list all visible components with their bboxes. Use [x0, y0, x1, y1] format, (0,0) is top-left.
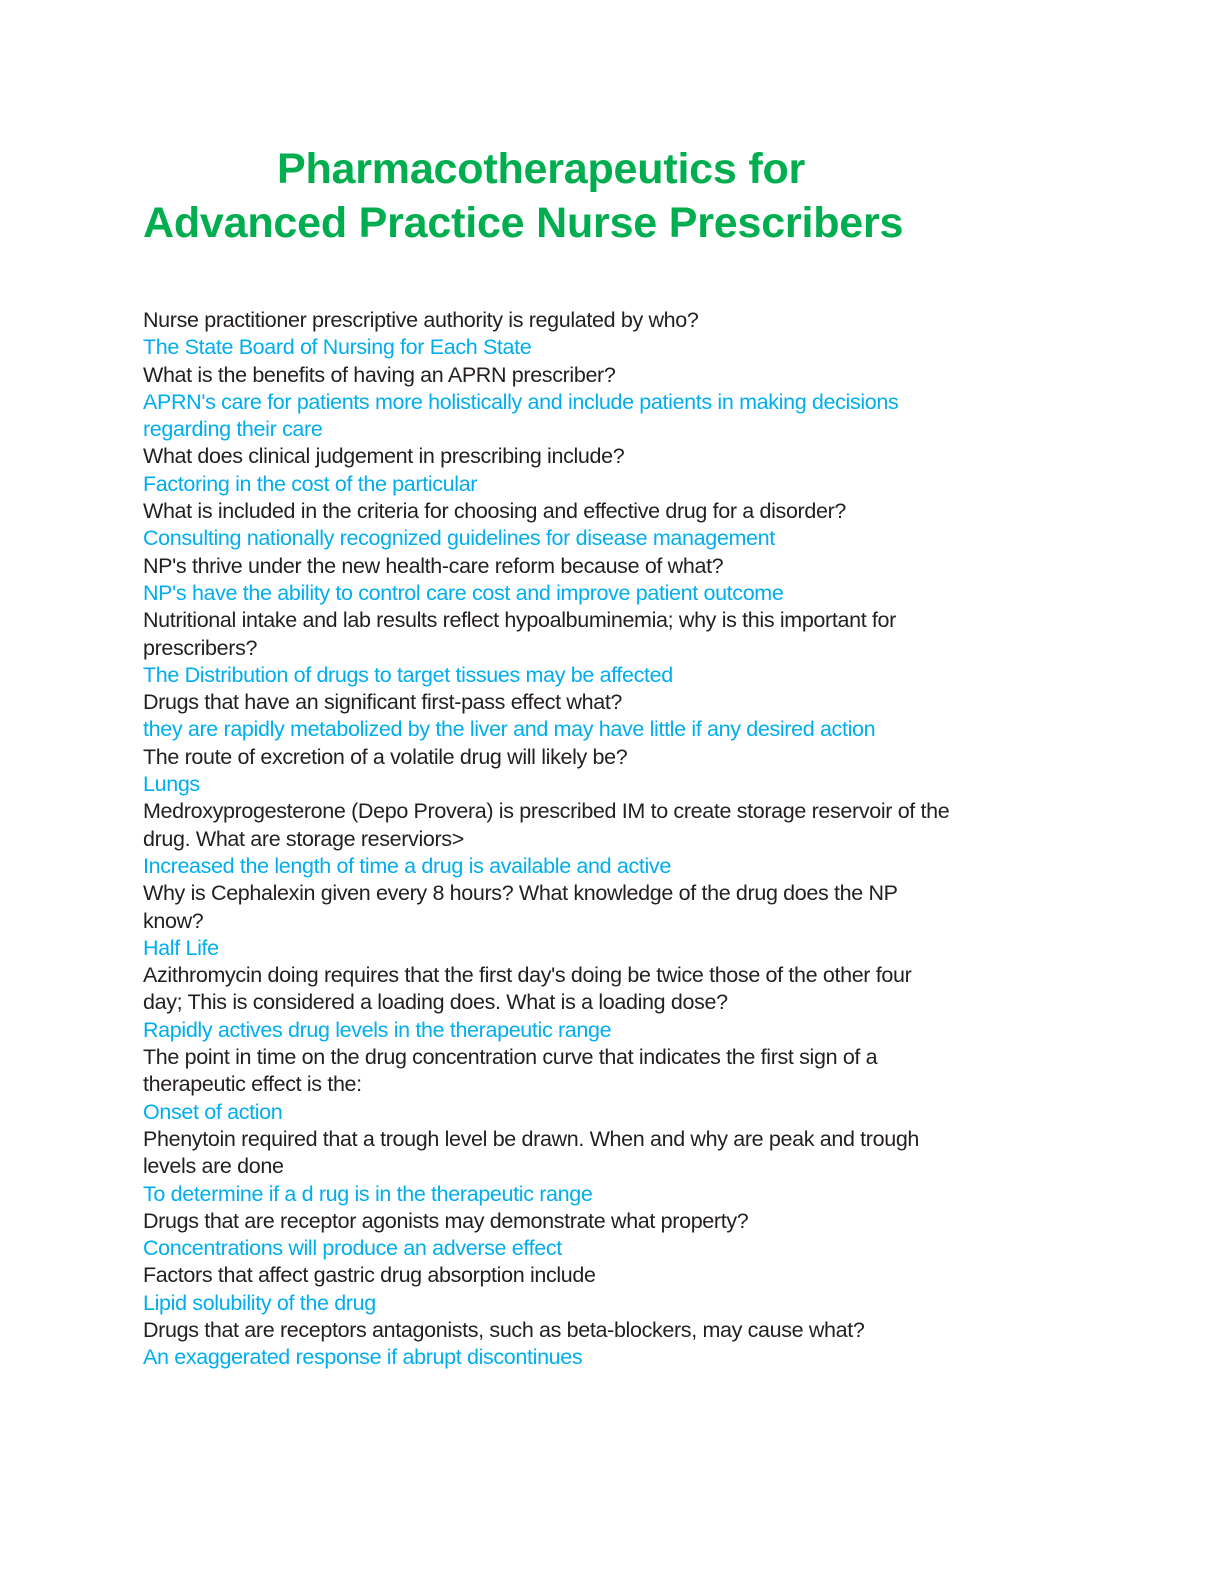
- answer-text: Concentrations will produce an adverse effect: [143, 1236, 562, 1261]
- question-text: drug. What are storage reserviors>: [143, 826, 464, 851]
- qa-list: [143, 307, 949, 1372]
- qa-item: [143, 744, 949, 799]
- question-text: Drugs that are receptors antagonists, such as beta-blockers, may cause what?: [143, 1317, 865, 1342]
- qa-item: [143, 1126, 949, 1208]
- qa-item: [143, 1317, 949, 1372]
- question-text: What is included in the criteria for choosing and effective drug for a disorder?: [143, 499, 847, 524]
- answer-text: they are rapidly metabolized by the liver and may have little if any desired action: [143, 717, 876, 742]
- document-title: [143, 142, 903, 250]
- answer-text: Onset of action: [143, 1099, 283, 1124]
- question-text: Nutritional intake and lab results reflect hypoalbuminemia; why is this important for: [143, 608, 896, 633]
- qa-item: [143, 1044, 949, 1126]
- qa-item: [143, 689, 949, 744]
- qa-item: [143, 307, 949, 362]
- answer-text: Rapidly actives drug levels in the therapeutic range: [143, 1017, 612, 1042]
- qa-item: [143, 362, 949, 444]
- question-text: Phenytoin required that a trough level be drawn. When and why are peak and trough: [143, 1126, 920, 1151]
- question-text: Why is Cephalexin given every 8 hours? What knowledge of the drug does the NP: [143, 881, 898, 906]
- question-text: What does clinical judgement in prescribing include?: [143, 444, 625, 469]
- question-text: The point in time on the drug concentration curve that indicates the first sign of a: [143, 1045, 878, 1070]
- question-text: Medroxyprogesterone (Depo Provera) is prescribed IM to create storage reservoir of the: [143, 799, 950, 824]
- question-text: Drugs that are receptor agonists may demonstrate what property?: [143, 1208, 749, 1233]
- question-text: know?: [143, 908, 204, 933]
- answer-text: Lungs: [143, 772, 200, 797]
- qa-item: [143, 443, 949, 498]
- qa-item: [143, 962, 949, 1044]
- question-text: The route of excretion of a volatile drug will likely be?: [143, 744, 628, 769]
- answer-text: Increased the length of time a drug is available and active: [143, 853, 671, 878]
- question-text: Nurse practitioner prescriptive authority is regulated by who?: [143, 308, 699, 332]
- question-text: Drugs that have an significant first-pass effect what?: [143, 690, 623, 715]
- answer-text: Half Life: [143, 935, 219, 960]
- title-line-1: Pharmacotherapeutics for: [277, 145, 806, 193]
- answer-text: The Distribution of drugs to target tissues may be affected: [143, 662, 673, 687]
- answer-text: The State Board of Nursing for Each State: [143, 335, 532, 360]
- qa-item: [143, 498, 949, 553]
- question-text: day; This is considered a loading does. What is a loading dose?: [143, 990, 728, 1015]
- answer-text: Consulting nationally recognized guidelines for disease management: [143, 526, 775, 551]
- title-line-2: Advanced Practice Nurse Prescribers: [143, 199, 904, 247]
- question-text: Factors that affect gastric drug absorption include: [143, 1263, 596, 1288]
- qa-item: [143, 1208, 949, 1263]
- question-text: levels are done: [143, 1154, 284, 1179]
- answer-text: NP's have the ability to control care cost and improve patient outcome: [143, 580, 784, 605]
- qa-item: [143, 1262, 949, 1317]
- qa-item: [143, 880, 949, 962]
- qa-item: [143, 553, 949, 608]
- answer-text: To determine if a d rug is in the therapeutic range: [143, 1181, 593, 1206]
- qa-item: [143, 798, 949, 880]
- answer-text: Lipid solubility of the drug: [143, 1290, 376, 1315]
- question-text: NP's thrive under the new health-care reform because of what?: [143, 553, 724, 578]
- answer-text: APRN's care for patients more holistically and include patients in making decisions: [143, 389, 899, 414]
- answer-text: Factoring in the cost of the particular: [143, 471, 478, 496]
- qa-item: [143, 607, 949, 689]
- answer-text: An exaggerated response if abrupt discontinues: [143, 1345, 583, 1370]
- question-text: therapeutic effect is the:: [143, 1072, 362, 1097]
- question-text: What is the benefits of having an APRN prescriber?: [143, 362, 616, 387]
- question-text: prescribers?: [143, 635, 258, 660]
- answer-text: regarding their care: [143, 417, 323, 442]
- question-text: Azithromycin doing requires that the first day's doing be twice those of the other four: [143, 963, 912, 988]
